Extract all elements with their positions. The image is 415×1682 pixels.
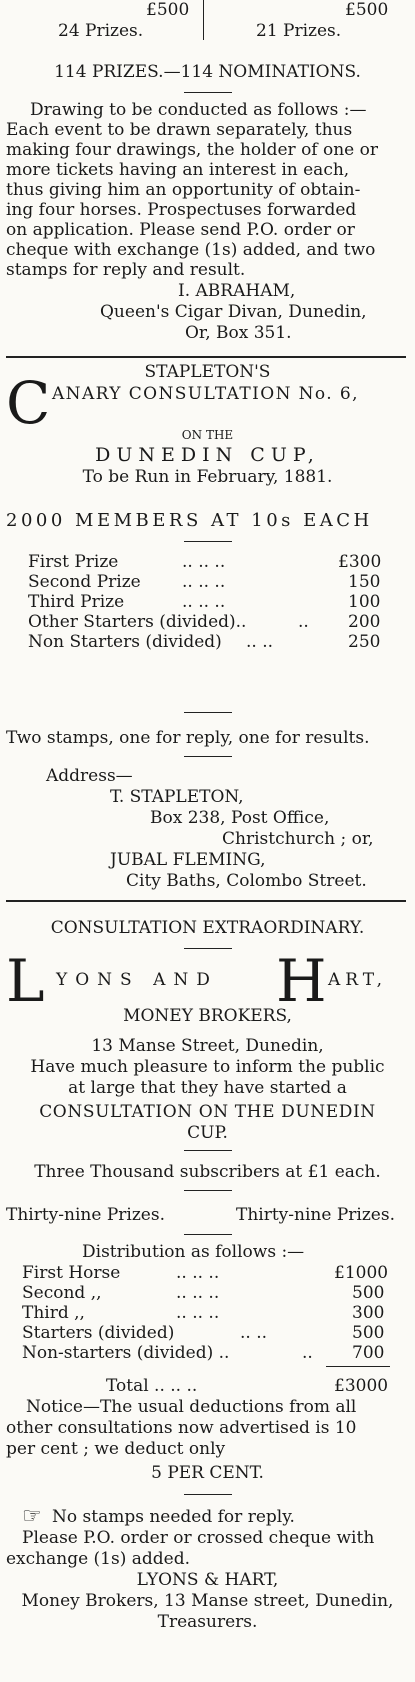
body-line: on application. Please send P.O. order or bbox=[6, 220, 355, 240]
left-prizes: 24 Prizes. bbox=[58, 21, 144, 41]
no-stamps: No stamps needed for reply. bbox=[52, 1507, 295, 1527]
stapleton-city: Christchurch ; or, bbox=[222, 829, 374, 849]
prize-amount: £1000 bbox=[334, 1263, 389, 1283]
prize-dots: .. .. .. bbox=[176, 1303, 220, 1323]
body-line: cheque with exchange (1s) added, and two bbox=[6, 240, 376, 260]
prize-amount: 200 bbox=[348, 612, 381, 632]
stapleton-title: STAPLETON'S bbox=[144, 362, 271, 382]
prize-dots: .. .. .. bbox=[182, 572, 226, 592]
notice-line: other consultations now advertised is 10 bbox=[6, 1418, 357, 1438]
section-divider bbox=[6, 356, 406, 358]
please-line: exchange (1s) added. bbox=[6, 1549, 191, 1569]
abraham-address: Queen's Cigar Divan, Dunedin, bbox=[100, 302, 367, 322]
run-date: To be Run in February, 1881. bbox=[82, 467, 333, 487]
consultation-title: CONSULTATION ON THE DUNEDIN bbox=[39, 1102, 376, 1122]
prize-label: Third ,, bbox=[22, 1303, 85, 1323]
prize-amount: 700 bbox=[352, 1343, 385, 1363]
prize-dots: .. .. bbox=[240, 1323, 268, 1343]
members-line: 2000 MEMBERS AT 10s EACH bbox=[6, 510, 373, 531]
divider bbox=[184, 541, 232, 542]
body-line: making four drawings, the holder of one or bbox=[6, 140, 379, 160]
total-label: Total .. .. .. bbox=[106, 1376, 198, 1396]
five-per-cent: 5 PER CENT. bbox=[151, 1463, 264, 1483]
body-line: stamps for reply and result. bbox=[6, 260, 246, 280]
prize-amount: 250 bbox=[348, 632, 381, 652]
body-line: ing four horses. Prospectuses forwarded bbox=[6, 200, 357, 220]
please-line: Please P.O. order or crossed cheque with bbox=[22, 1528, 375, 1548]
divider bbox=[184, 1150, 232, 1151]
distribution-heading: Distribution as follows :— bbox=[82, 1242, 305, 1262]
consultation-extraordinary: CONSULTATION EXTRAORDINARY. bbox=[50, 918, 365, 938]
prize-dots: .. .. bbox=[246, 632, 274, 652]
stapleton-box: Box 238, Post Office, bbox=[150, 808, 330, 828]
prize-amount: £300 bbox=[338, 552, 382, 572]
abraham-box: Or, Box 351. bbox=[185, 323, 292, 343]
prize-amount: 300 bbox=[352, 1303, 385, 1323]
consultation-cup: CUP. bbox=[187, 1123, 228, 1143]
prize-label: Non-starters (divided) .. bbox=[22, 1343, 230, 1363]
divider bbox=[184, 1494, 232, 1495]
prize-dots: .. bbox=[298, 612, 309, 632]
art: ART, bbox=[328, 970, 388, 990]
prize-label: Second ,, bbox=[22, 1283, 102, 1303]
treasurers: Treasurers. bbox=[157, 1612, 258, 1632]
dropcap-h: H bbox=[276, 947, 327, 1015]
left-prize-amount: £500 bbox=[146, 0, 190, 20]
prize-label: Third Prize bbox=[28, 592, 125, 612]
prize-dots: .. bbox=[302, 1343, 313, 1363]
prize-amount: 500 bbox=[352, 1283, 385, 1303]
sum-rule bbox=[326, 1366, 390, 1367]
stamps-note: Two stamps, one for reply, one for results. bbox=[6, 728, 370, 748]
body-line: thus giving him an opportunity of obtain- bbox=[6, 180, 361, 200]
manse-street: 13 Manse Street, Dunedin, bbox=[91, 1036, 324, 1056]
subscribers: Three Thousand subscribers at £1 each. bbox=[34, 1162, 381, 1182]
dropcap-c: C bbox=[6, 369, 51, 437]
fleming-address: City Baths, Colombo Street. bbox=[126, 871, 367, 891]
address-label: Address— bbox=[46, 766, 133, 786]
thirty-nine-right: Thirty-nine Prizes. bbox=[236, 1205, 395, 1225]
prize-dots: .. .. .. bbox=[182, 552, 226, 572]
divider bbox=[184, 712, 232, 713]
divider bbox=[184, 756, 232, 757]
signature: LYONS & HART, bbox=[136, 1570, 279, 1590]
money-brokers: MONEY BROKERS, bbox=[123, 1006, 292, 1026]
prize-dots: .. .. .. bbox=[176, 1263, 220, 1283]
stapleton-name: T. STAPLETON, bbox=[110, 787, 244, 807]
notice-line: per cent ; we deduct only bbox=[6, 1439, 226, 1459]
prize-label: Starters (divided) bbox=[22, 1323, 175, 1343]
thirty-nine-left: Thirty-nine Prizes. bbox=[6, 1205, 165, 1225]
pleasure-line: at large that they have started a bbox=[68, 1078, 347, 1098]
body-line: Each event to be drawn separately, thus bbox=[6, 120, 353, 140]
prize-label: First Prize bbox=[28, 552, 119, 572]
pleasure-line: Have much pleasure to inform the public bbox=[30, 1057, 385, 1077]
divider bbox=[184, 948, 232, 949]
prize-dots: .. .. .. bbox=[176, 1283, 220, 1303]
abraham-name: I. ABRAHAM, bbox=[178, 281, 296, 301]
total-amount: £3000 bbox=[334, 1376, 389, 1396]
prize-amount: 500 bbox=[352, 1323, 385, 1343]
pointing-hand-icon: ☞ bbox=[22, 1504, 42, 1529]
prize-label: First Horse bbox=[22, 1263, 121, 1283]
divider bbox=[184, 92, 232, 93]
body-line: Drawing to be conducted as follows :— bbox=[30, 100, 367, 120]
divider bbox=[184, 1190, 232, 1191]
prize-label: Non Starters (divided) bbox=[28, 632, 222, 652]
body-line: more tickets having an interest in each, bbox=[6, 160, 350, 180]
prize-dots: .. .. .. bbox=[182, 592, 226, 612]
prizes-headline: 114 PRIZES.—114 NOMINATIONS. bbox=[54, 62, 361, 82]
notice-line: Notice—The usual deductions from all bbox=[26, 1397, 357, 1417]
fleming-name: JUBAL FLEMING, bbox=[110, 850, 266, 870]
column-divider bbox=[203, 0, 204, 40]
on-the: ON THE bbox=[181, 428, 234, 442]
prize-label: Other Starters (divided).. bbox=[28, 612, 247, 632]
canary-consultation: ANARY CONSULTATION No. 6, bbox=[52, 384, 359, 404]
dunedin-cup: DUNEDIN CUP, bbox=[95, 444, 320, 466]
dropcap-l: L bbox=[6, 947, 45, 1015]
prize-amount: 100 bbox=[348, 592, 381, 612]
prize-amount: 150 bbox=[348, 572, 381, 592]
prize-label: Second Prize bbox=[28, 572, 141, 592]
section-divider bbox=[6, 900, 406, 902]
right-prizes: 21 Prizes. bbox=[256, 21, 342, 41]
yons-and: YONS AND bbox=[56, 970, 218, 990]
right-prize-amount: £500 bbox=[345, 0, 389, 20]
signature-address: Money Brokers, 13 Manse street, Dunedin, bbox=[21, 1591, 394, 1611]
divider bbox=[184, 1234, 232, 1235]
